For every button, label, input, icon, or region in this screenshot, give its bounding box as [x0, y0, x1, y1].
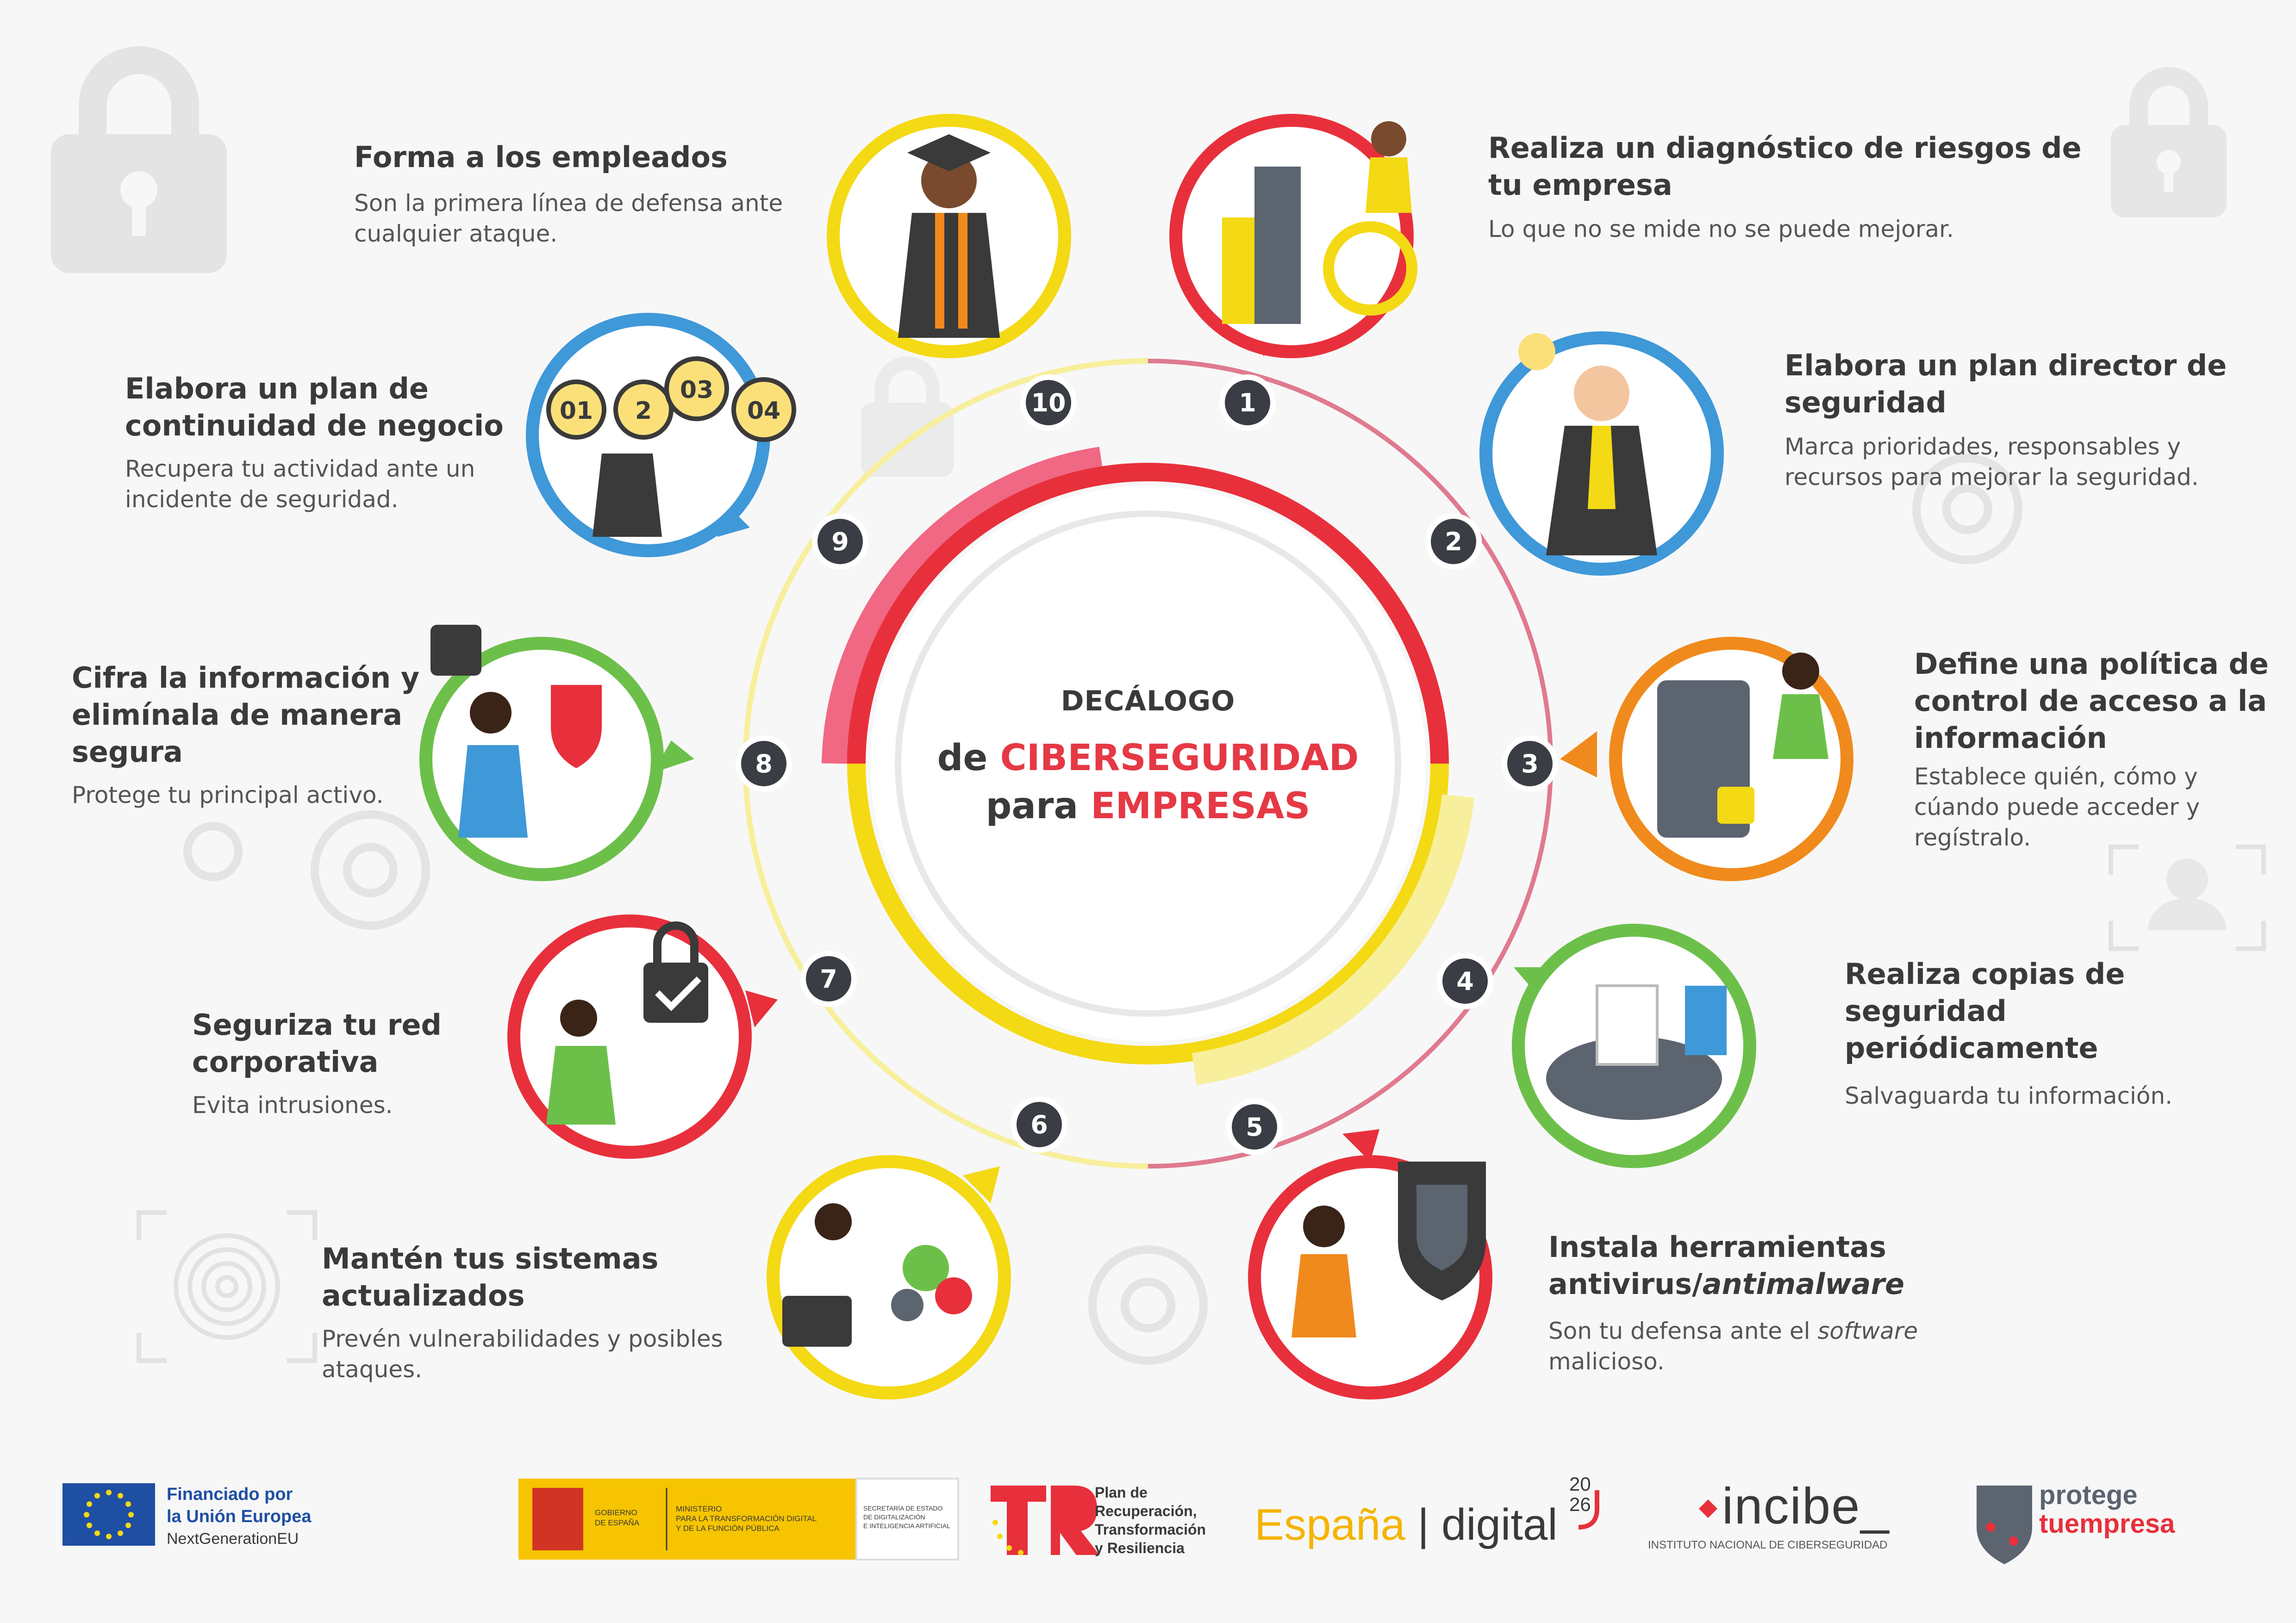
eu-line1: Financiado por: [167, 1485, 293, 1504]
step-6-title: Mantén tus sistemas actualizados: [322, 1242, 659, 1312]
svg-text:9: 9: [831, 527, 849, 556]
illustration-continuity: [532, 319, 794, 551]
center-title-line3: [917, 782, 1379, 830]
step-number-10: [1023, 377, 1074, 428]
sec-line1: SECRETARÍA DE ESTADO: [863, 1505, 943, 1512]
prtr-logo: [991, 1486, 1099, 1555]
svg-text:4: 4: [1456, 967, 1474, 996]
step-10: [354, 139, 817, 249]
min-line3: Y DE LA FUNCIÓN PÚBLICA: [676, 1524, 780, 1533]
espana-digital-espana: España: [1254, 1500, 1405, 1549]
step-5-desc-b: software: [1817, 1318, 1918, 1344]
step-10-title: Forma a los empleados: [354, 140, 728, 174]
pte-line1: protege: [2039, 1480, 2138, 1510]
incibe-subtitle: INSTITUTO NACIONAL DE CIBERSEGURIDAD: [1648, 1539, 1888, 1551]
prtr-text: [1095, 1483, 1206, 1557]
step-number-2: [1428, 516, 1479, 567]
illustration-network: [514, 921, 778, 1152]
step-9: [125, 370, 532, 515]
padlock-watermark-icon: [2111, 67, 2227, 218]
step-5-title-a: Instala herramientas antivirus/: [1548, 1230, 1886, 1301]
step-2: [1784, 347, 2247, 492]
year-part2: 26: [1569, 1493, 1591, 1515]
svg-text:8: 8: [755, 749, 773, 778]
step-9-title: Elabora un plan de continuidad de negocio: [125, 372, 504, 442]
espana-digital-year: [1569, 1474, 1591, 1515]
sec-line3: E INTELIGENCIA ARTIFICIAL: [863, 1522, 951, 1530]
step-5-desc-a: Son tu defensa ante el: [1548, 1318, 1818, 1344]
step-1-title: Realiza un diagnóstico de riesgos de tu empresa: [1488, 131, 2082, 202]
step-5-title-b: antimalware: [1702, 1267, 1905, 1301]
step-number-4: [1440, 956, 1491, 1007]
illustration-risk-diagnosis: [1176, 120, 1412, 356]
step-7: [192, 1007, 516, 1120]
step-5-desc: [1548, 1316, 2011, 1377]
eu-flag-logo: [62, 1483, 155, 1546]
continuity-badge-3: 03: [680, 376, 714, 404]
step-5-title: [1548, 1229, 2011, 1303]
step-3-desc: Establece quién, cómo y cúando puede acceder y regístralo.: [1914, 763, 2200, 851]
step-number-3: [1504, 738, 1555, 789]
prtr-line1: Plan de: [1095, 1484, 1148, 1501]
year-part1: 20: [1569, 1473, 1591, 1495]
eu-line3: NextGenerationEU: [167, 1530, 299, 1548]
step-3-title: Define una política de control de acceso a la información: [1914, 647, 2269, 755]
step-2-desc: Marca prioridades, responsables y recursos para mejorar la seguridad.: [1784, 433, 2199, 491]
step-1-desc: Lo que no se mide no se puede mejorar.: [1488, 216, 1954, 243]
center-title-line2: [917, 734, 1379, 782]
step-8-desc: Protege tu principal activo.: [72, 782, 384, 808]
continuity-badge-4: 04: [747, 397, 781, 425]
illustration-access-control: [1560, 643, 1847, 875]
continuity-badge-2: 2: [635, 397, 652, 425]
step-5: [1548, 1229, 2011, 1377]
fingerprint-watermark-icon: [139, 1213, 315, 1361]
step-1: [1488, 130, 2104, 244]
min-line2: PARA LA TRANSFORMACIÓN DIGITAL: [676, 1514, 817, 1523]
illustration-security-plan: [1486, 333, 1717, 569]
center-title-de: de: [937, 737, 1000, 779]
eu-logo-text: [167, 1483, 311, 1550]
svg-text:1: 1: [1239, 388, 1256, 417]
step-6-desc: Prevén vulnerabilidades y posibles ataques.: [322, 1325, 723, 1383]
center-title-empresas: EMPRESAS: [1091, 785, 1310, 827]
svg-text:3: 3: [1521, 749, 1539, 778]
prtr-line2: Recuperación,: [1095, 1503, 1197, 1519]
min-line1: MINISTERIO: [676, 1505, 722, 1513]
sec-line2: DE DIGITALIZACIÓN: [863, 1513, 925, 1521]
step-number-9: [815, 516, 866, 567]
user-scan-watermark-icon: [2111, 847, 2264, 949]
illustration-updates: [773, 1162, 1004, 1393]
step-number-1: [1222, 377, 1273, 428]
eu-line2: la Unión Europea: [167, 1507, 312, 1526]
espana-digital-digital: digital: [1441, 1500, 1558, 1549]
step-number-5: [1229, 1101, 1280, 1152]
step-8: [72, 659, 433, 810]
ministerio-text: [676, 1504, 817, 1533]
illustration-encryption: [426, 625, 694, 875]
step-10-desc: Son la primera línea de defensa ante cualquier ataque.: [354, 190, 783, 247]
step-4-desc: Salvaguarda tu información.: [1845, 1082, 2173, 1109]
svg-text:7: 7: [820, 964, 837, 994]
center-title-line1: DECÁLOGO: [1061, 685, 1235, 717]
gobierno-text: [595, 1508, 639, 1528]
illustration-backups: [1514, 930, 1750, 1162]
step-7-title: Seguriza tu red corporativa: [192, 1008, 442, 1079]
secretaria-text: [863, 1504, 950, 1530]
svg-text:10: 10: [1031, 388, 1066, 417]
gob-line1: GOBIERNO: [595, 1508, 637, 1517]
step-3: [1914, 646, 2284, 853]
prtr-line3: Transformación: [1095, 1521, 1206, 1538]
protege-tu-empresa-text: [2039, 1481, 2175, 1538]
svg-text:6: 6: [1030, 1110, 1048, 1139]
step-number-7: [803, 953, 854, 1004]
step-8-title: Cifra la información y elimínala de manera segura: [72, 661, 420, 769]
center-title-ciberseguridad: CIBERSEGURIDAD: [1000, 737, 1359, 779]
step-9-desc: Recupera tu actividad ante un incidente de seguridad.: [125, 455, 475, 513]
svg-text:5: 5: [1246, 1113, 1263, 1142]
step-number-8: [738, 738, 789, 789]
center-title-para: para: [986, 785, 1091, 827]
step-5-desc-c: malicioso.: [1548, 1348, 1665, 1375]
step-7-desc: Evita intrusiones.: [192, 1092, 393, 1119]
step-4: [1845, 956, 2215, 1111]
incibe-logo-mark: [1699, 1499, 1717, 1518]
step-4-title: Realiza copias de seguridad periódicamente: [1845, 957, 2125, 1065]
espana-digital-logo: España | digital: [1254, 1500, 1558, 1549]
continuity-badge-1: 01: [559, 397, 593, 425]
step-6: [322, 1240, 766, 1385]
incibe-logo-text: incibe_: [1722, 1478, 1890, 1535]
pte-line2: tuempresa: [2039, 1509, 2175, 1539]
prtr-line4: y Resiliencia: [1095, 1540, 1185, 1556]
illustration-training: [833, 120, 1065, 352]
step-2-title: Elabora un plan director de seguridad: [1784, 348, 2227, 419]
protege-tu-empresa-logo-mark: [1977, 1486, 2032, 1564]
illustration-antivirus: [1254, 1129, 1486, 1393]
svg-text:2: 2: [1445, 527, 1462, 556]
padlock-watermark-icon: [51, 46, 227, 273]
step-number-6: [1014, 1099, 1065, 1150]
gob-line2: DE ESPAÑA: [595, 1518, 640, 1527]
center-title: [917, 685, 1379, 830]
